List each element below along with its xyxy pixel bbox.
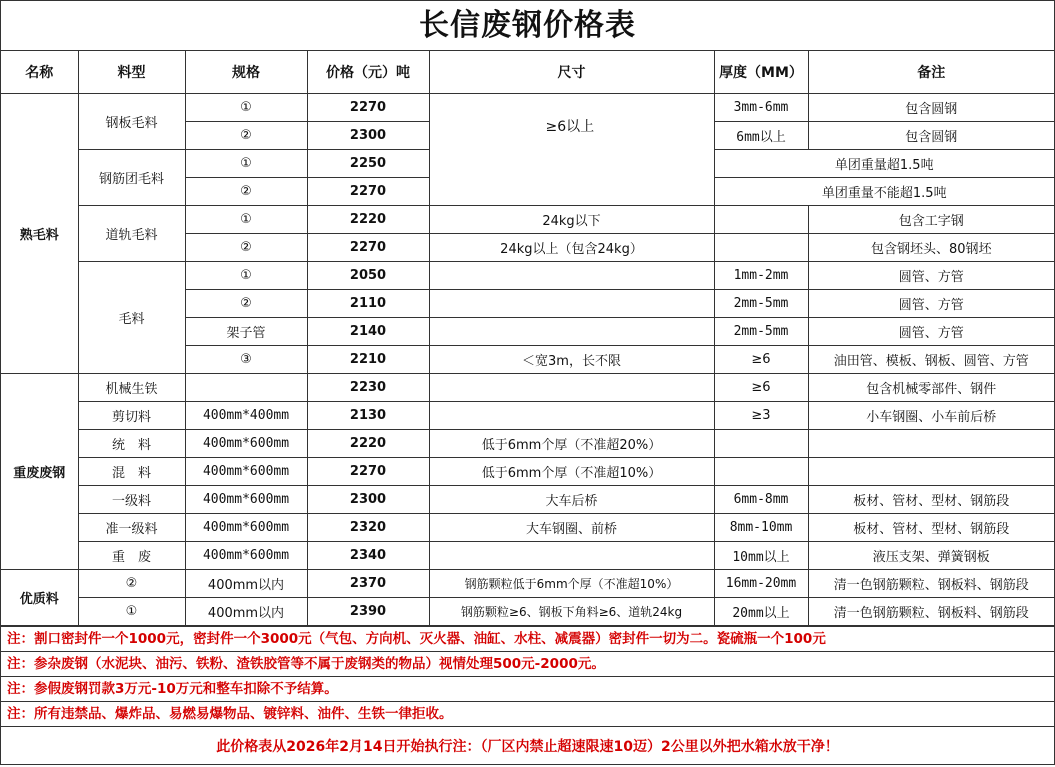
thickness-cell: 10mm以上 [714, 542, 808, 570]
size-cell: 24kg以下 [429, 206, 714, 234]
spec-cell: 架子管 [185, 318, 307, 346]
thickness-cell: 2mm-5mm [714, 290, 808, 318]
spec-cell: ① [185, 94, 307, 122]
table-row [1, 514, 1054, 542]
spec-cell: 400mm以内 [185, 570, 307, 598]
material-cell: 机械生铁 [78, 374, 185, 402]
spec-cell: ② [185, 178, 307, 206]
spec-cell: 400mm*600mm [185, 514, 307, 542]
price-cell: 2340 [307, 542, 429, 570]
size-cell [429, 374, 714, 402]
remarks-cell: 单团重量不能超1.5吨 [714, 178, 1054, 206]
size-cell: 24kg以上（包含24kg） [429, 234, 714, 262]
remarks-cell [808, 430, 1054, 458]
remarks-cell: 板材、管材、型材、钢筋段 [808, 486, 1054, 514]
price-cell: 2110 [307, 290, 429, 318]
header-material-type: 料型 [78, 51, 185, 94]
thickness-cell: 8mm-10mm [714, 514, 808, 542]
spec-cell [185, 374, 307, 402]
notes-section [1, 626, 1054, 727]
note-line: 注：参杂废钢（水泥块、油污、铁粉、渣铁胶管等不属于废钢类的物品）视情处理500元-2000元。 [1, 652, 1054, 677]
thickness-cell: 20mm以上 [714, 598, 808, 626]
category-cell: 熟毛料 [1, 94, 78, 374]
remarks-cell [808, 458, 1054, 486]
table-row [1, 94, 1054, 122]
material-cell: ② [78, 570, 185, 598]
price-cell: 2250 [307, 150, 429, 178]
header-thickness: 厚度（MM） [714, 51, 808, 94]
spec-cell: ② [185, 290, 307, 318]
note-line: 注：所有违禁品、爆炸品、易燃易爆物品、镀锌料、油件、生铁一律拒收。 [1, 702, 1054, 727]
price-cell: 2230 [307, 374, 429, 402]
thickness-cell: 6mm-8mm [714, 486, 808, 514]
remarks-cell: 包含机械零部件、钢件 [808, 374, 1054, 402]
remarks-cell: 包含圆钢 [808, 122, 1054, 150]
size-cell [429, 402, 714, 430]
remarks-cell: 板材、管材、型材、钢筋段 [808, 514, 1054, 542]
spec-cell: ① [185, 150, 307, 178]
price-cell: 2270 [307, 94, 429, 122]
material-cell: 道轨毛料 [78, 206, 185, 262]
thickness-cell: 16mm-20mm [714, 570, 808, 598]
header-name: 名称 [1, 51, 78, 94]
spec-cell: 400mm*600mm [185, 458, 307, 486]
price-table [1, 51, 1054, 626]
material-cell: 毛料 [78, 262, 185, 374]
remarks-cell: 清一色钢筋颗粒、钢板料、钢筋段 [808, 598, 1054, 626]
remarks-cell: 包含工字钢 [808, 206, 1054, 234]
header-remarks: 备注 [808, 51, 1054, 94]
remarks-cell: 油田管、模板、钢板、圆管、方管 [808, 346, 1054, 374]
thickness-cell [714, 234, 808, 262]
material-cell: 混 料 [78, 458, 185, 486]
size-cell: ＜宽3m，长不限 [429, 346, 714, 374]
remarks-cell: 圆管、方管 [808, 262, 1054, 290]
price-cell: 2370 [307, 570, 429, 598]
remarks-cell: 清一色钢筋颗粒、钢板料、钢筋段 [808, 570, 1054, 598]
size-cell: 钢筋颗粒≥6、钢板下角料≥6、道轨24kg [429, 598, 714, 626]
header-row [1, 51, 1054, 94]
price-cell: 2300 [307, 122, 429, 150]
table-row [1, 262, 1054, 290]
remarks-cell: 包含圆钢 [808, 94, 1054, 122]
note-line: 注：割口密封件一个1000元，密封件一个3000元（气包、方向机、灭火器、油缸、水柱、减震器）密封件一切为二。瓷硫瓶一个100元 [1, 627, 1054, 652]
material-cell: 钢板毛料 [78, 94, 185, 150]
table-row [1, 542, 1054, 570]
price-cell: 2300 [307, 486, 429, 514]
category-cell: 重废废钢 [1, 374, 78, 570]
price-cell: 2140 [307, 318, 429, 346]
header-size: 尺寸 [429, 51, 714, 94]
price-cell: 2390 [307, 598, 429, 626]
price-cell: 2320 [307, 514, 429, 542]
size-cell: 钢筋颗粒低于6mm个厚（不准超10%） [429, 570, 714, 598]
table-row [1, 374, 1054, 402]
remarks-cell: 单团重量超1.5吨 [714, 150, 1054, 178]
price-cell: 2270 [307, 178, 429, 206]
table-row [1, 402, 1054, 430]
material-cell: 剪切料 [78, 402, 185, 430]
size-cell [429, 542, 714, 570]
table-row [1, 486, 1054, 514]
note-line: 注：参假废钢罚款3万元-10万元和整车扣除不予结算。 [1, 677, 1054, 702]
price-cell: 2270 [307, 458, 429, 486]
material-cell: 钢筋团毛料 [78, 150, 185, 206]
price-cell: 2220 [307, 430, 429, 458]
price-cell: 2130 [307, 402, 429, 430]
thickness-cell: ≥3 [714, 402, 808, 430]
thickness-cell [714, 430, 808, 458]
table-row [1, 206, 1054, 234]
header-spec: 规格 [185, 51, 307, 94]
remarks-cell: 圆管、方管 [808, 290, 1054, 318]
header-price: 价格（元）吨 [307, 51, 429, 94]
size-cell: 低于6mm个厚（不准超10%） [429, 458, 714, 486]
spec-cell: 400mm*400mm [185, 402, 307, 430]
table-row [1, 598, 1054, 626]
price-cell: 2050 [307, 262, 429, 290]
material-cell: ① [78, 598, 185, 626]
spec-cell: ③ [185, 346, 307, 374]
spec-cell: 400mm*600mm [185, 486, 307, 514]
thickness-cell: ≥6 [714, 346, 808, 374]
spec-cell: 400mm*600mm [185, 430, 307, 458]
thickness-cell [714, 458, 808, 486]
price-cell: 2220 [307, 206, 429, 234]
remarks-cell: 包含钢坯头、80钢坯 [808, 234, 1054, 262]
thickness-cell: 3mm-6mm [714, 94, 808, 122]
material-cell: 准一级料 [78, 514, 185, 542]
spec-cell: 400mm以内 [185, 598, 307, 626]
thickness-cell: 1mm-2mm [714, 262, 808, 290]
table-row [1, 570, 1054, 598]
category-cell: 优质料 [1, 570, 78, 626]
material-cell: 一级料 [78, 486, 185, 514]
size-cell: 大车后桥 [429, 486, 714, 514]
spec-cell: ② [185, 234, 307, 262]
remarks-cell: 小车钢圈、小车前后桥 [808, 402, 1054, 430]
size-cell [429, 290, 714, 318]
spec-cell: ① [185, 206, 307, 234]
size-cell: 大车钢圈、前桥 [429, 514, 714, 542]
thickness-cell: ≥6 [714, 374, 808, 402]
price-cell: 2270 [307, 234, 429, 262]
effective-date-footer: 此价格表从2026年2月14日开始执行注：（厂区内禁止超速限速10迈）2公里以外把水箱水放干净！ [216, 739, 839, 755]
remarks-cell: 圆管、方管 [808, 318, 1054, 346]
thickness-cell: 6mm以上 [714, 122, 808, 150]
thickness-cell [714, 206, 808, 234]
price-cell: 2210 [307, 346, 429, 374]
table-row [1, 430, 1054, 458]
size-cell [429, 262, 714, 290]
spec-cell: 400mm*600mm [185, 542, 307, 570]
thickness-cell: 2mm-5mm [714, 318, 808, 346]
size-cell [429, 318, 714, 346]
page-title: 长信废钢价格表 [1, 1, 1054, 51]
size-cell: ≥6以上 [429, 94, 714, 206]
material-cell: 重 废 [78, 542, 185, 570]
size-cell: 低于6mm个厚（不准超20%） [429, 430, 714, 458]
spec-cell: ① [185, 262, 307, 290]
remarks-cell: 液压支架、弹簧钢板 [808, 542, 1054, 570]
table-row [1, 458, 1054, 486]
material-cell: 统 料 [78, 430, 185, 458]
spec-cell: ② [185, 122, 307, 150]
